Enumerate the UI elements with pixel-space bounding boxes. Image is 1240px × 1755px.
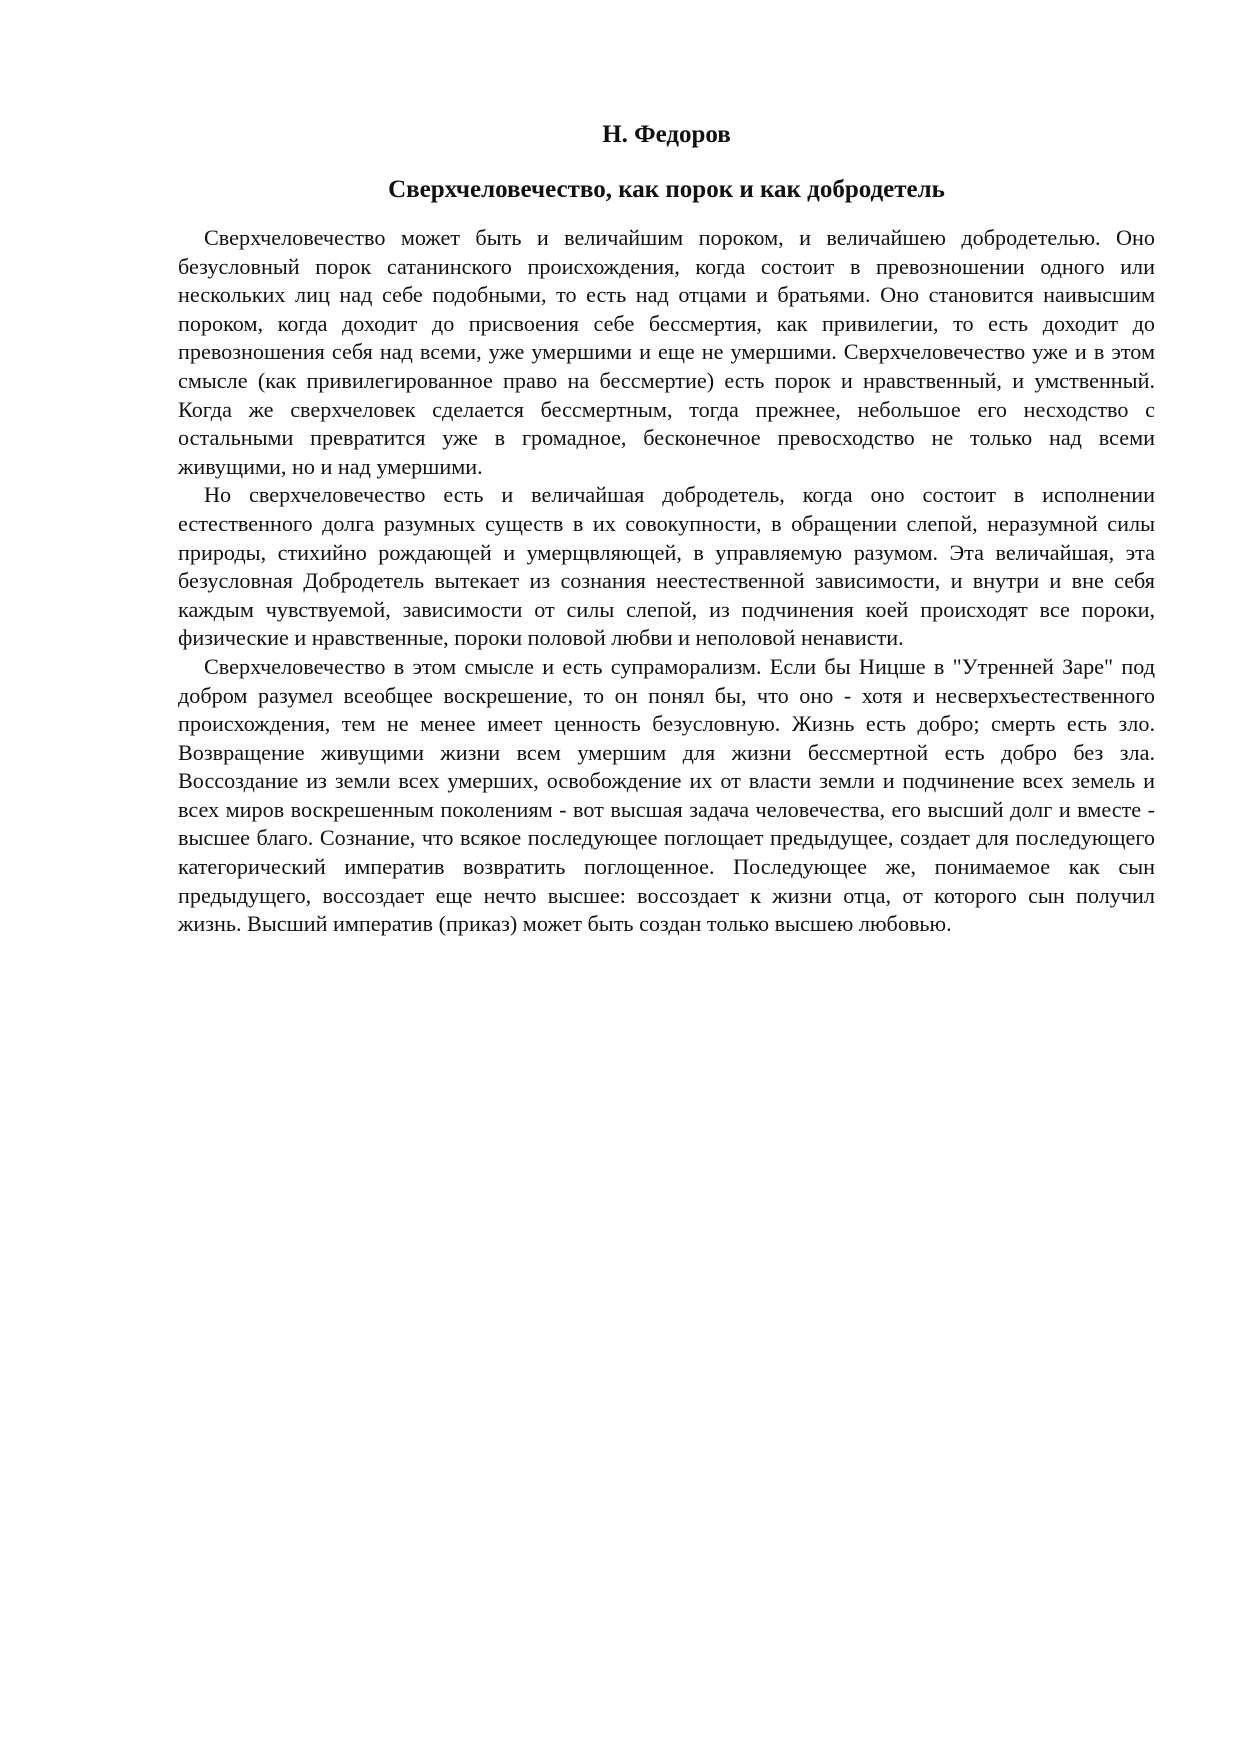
document-title: Сверхчеловечество, как порок и как добродетель xyxy=(388,176,945,203)
paragraph: Сверхчеловечество может быть и величайшим пороком, и величайшею добродетелью. Оно безусловный порок сатанинского происхождения, когда состоит в превозношении одного или нескольких лиц над себе подобными, то есть над отцами и братьями. Оно становится наивысшим пороком, когда доходит до присвоения себе бессмертия, как привилегии, то есть доходит до превозношения себя над всеми, уже умершими и еще не умершими. Сверхчеловечество уже и в этом смысле (как привилегированное право на бессмертие) есть порок и нравственный, и умственный. Когда же сверхчеловек сделается бессмертным, тогда прежнее, небольшое его несходство с остальными превратится уже в громадное, бесконечное превосходство не только над всеми живущими, но и над умершими. xyxy=(178,225,1155,479)
paragraph: Но сверхчеловечество есть и величайшая добродетель, когда оно состоит в исполнении естественного долга разумных существ в их совокупности, в обращении слепой, неразумной силы природы, стихийно рождающей и умерщвляющей, в управляемую разумом. Эта величайшая, эта безусловная Добродетель вытекает из сознания неестественной зависимости, и внутри и вне себя каждым чувствуемой, зависимости от силы слепой, из подчинения коей происходят все пороки, физические и нравственные, пороки половой любви и неполовой ненависти. xyxy=(178,482,1155,651)
document-body xyxy=(178,118,1155,939)
author-name: Н. Федоров xyxy=(602,121,731,148)
paragraph: Сверхчеловечество в этом смысле и есть супраморализм. Если бы Ницше в "Утренней Заре" под добром разумел всеобщее воскрешение, то он понял бы, что оно - хотя и несверхъестественного происхождения, тем не менее имеет ценность безусловную. Жизнь есть добро; смерть есть зло. Возвращение живущими жизни всем умершим для жизни бессмертной есть добро без зла. Воссоздание из земли всех умерших, освобождение их от власти земли и подчинение всех земель и всех миров воскрешенным поколениям - вот высшая задача человечества, его высший долг и вместе - высшее благо. Сознание, что всякое последующее поглощает предыдущее, создает для последующего категорический императив возвратить поглощенное. Последующее же, понимаемое как сын предыдущего, воссоздает еще нечто высшее: воссоздает к жизни отца, от которого сын получил жизнь. Высший императив (приказ) может быть создан только высшею любовью. xyxy=(178,653,1155,937)
